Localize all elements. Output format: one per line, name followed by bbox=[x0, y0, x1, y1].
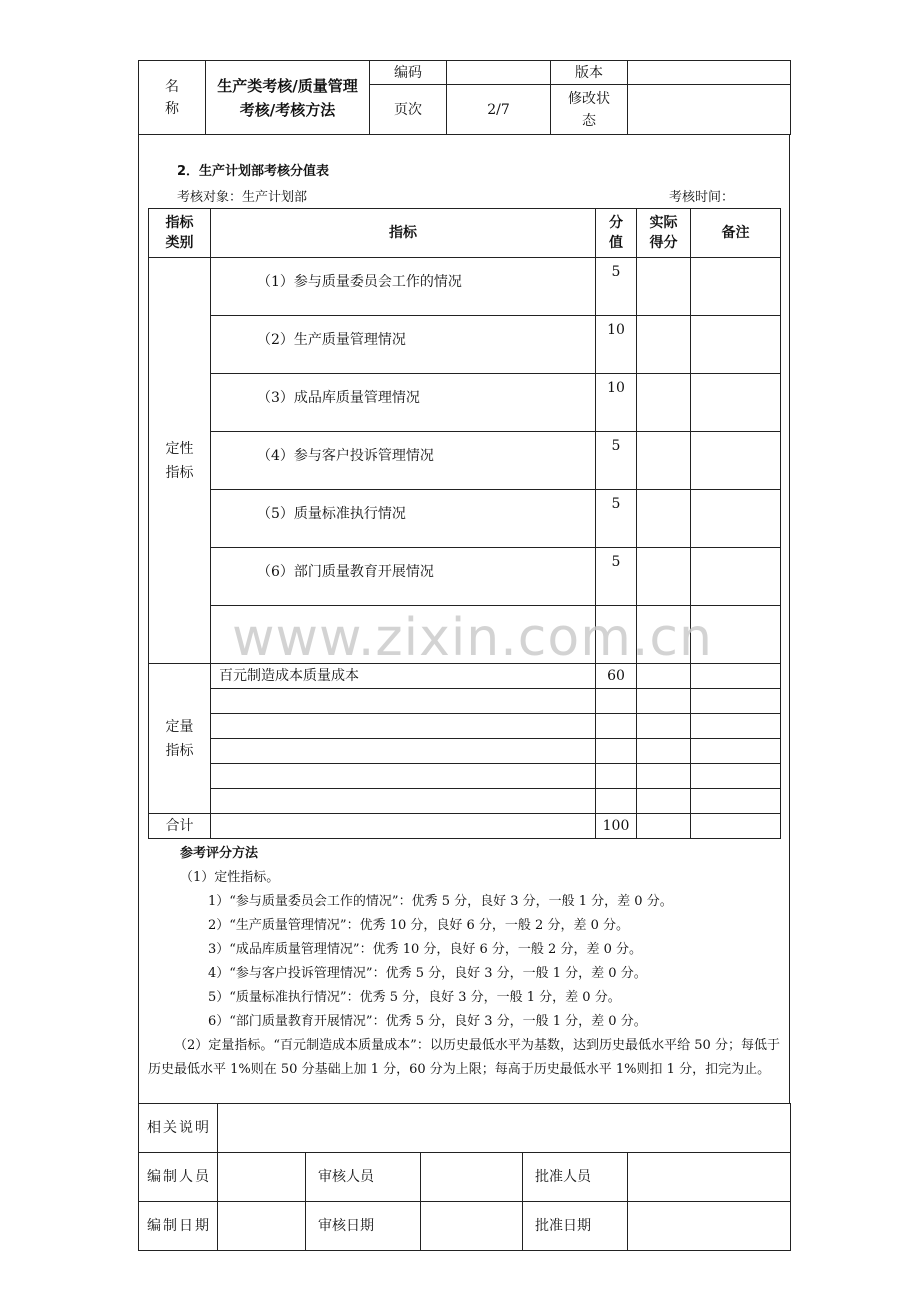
indicator-name: （1）参与质量委员会工作的情况 bbox=[211, 258, 596, 316]
table-row bbox=[149, 490, 781, 548]
total-row bbox=[149, 814, 781, 839]
related-label: 相关说明 bbox=[139, 1104, 218, 1153]
score-table bbox=[148, 208, 781, 839]
table-row-empty bbox=[149, 714, 781, 739]
reviewed-by-value bbox=[421, 1153, 523, 1202]
table-row bbox=[149, 374, 781, 432]
remark-cell bbox=[691, 548, 781, 606]
version-label: 版本 bbox=[551, 61, 628, 85]
page-value: 2/7 bbox=[447, 85, 551, 135]
indicator-score: 10 bbox=[596, 374, 637, 432]
qual-line: 6）“部门质量教育开展情况”：优秀 5 分，良好 3 分，一般 1 分，差 0 分。 bbox=[208, 1014, 647, 1029]
col-remark: 备注 bbox=[691, 209, 781, 258]
prepared-by-value bbox=[218, 1153, 306, 1202]
people-row bbox=[139, 1153, 791, 1202]
indicator-score: 5 bbox=[596, 432, 637, 490]
table-row bbox=[149, 258, 781, 316]
indicator-score: 5 bbox=[596, 258, 637, 316]
total-label: 合计 bbox=[149, 814, 211, 839]
prepared-by-label: 编制人员 bbox=[139, 1153, 218, 1202]
indicator-score: 5 bbox=[596, 548, 637, 606]
table-row bbox=[149, 548, 781, 606]
related-row bbox=[139, 1104, 791, 1153]
remark-cell bbox=[691, 814, 781, 839]
approved-by-value bbox=[628, 1153, 791, 1202]
remark-cell bbox=[691, 490, 781, 548]
indicator-name: 百元制造成本质量成本 bbox=[211, 664, 596, 689]
table-row-empty bbox=[149, 739, 781, 764]
assessment-time: 考核时间： bbox=[669, 190, 735, 205]
indicator-score: 10 bbox=[596, 316, 637, 374]
related-value bbox=[218, 1104, 791, 1153]
watermark: www.zixin.com.cn bbox=[232, 608, 713, 668]
qual-line: 3）“成品库质量管理情况”：优秀 10 分，良好 6 分，一般 2 分，差 0 分。 bbox=[208, 942, 642, 957]
actual-score-cell bbox=[637, 490, 691, 548]
remark-cell bbox=[691, 432, 781, 490]
indicator-name: （3）成品库质量管理情况 bbox=[211, 374, 596, 432]
reviewed-date-label: 审核日期 bbox=[306, 1202, 421, 1251]
code-label: 编码 bbox=[370, 61, 447, 85]
dates-row bbox=[139, 1202, 791, 1251]
approved-date-value bbox=[628, 1202, 791, 1251]
table-row-empty bbox=[149, 689, 781, 714]
indicator-score: 60 bbox=[596, 664, 637, 689]
document-header bbox=[138, 60, 791, 135]
table-row bbox=[149, 432, 781, 490]
notes-title: 参考评分方法 bbox=[180, 846, 259, 861]
scoring-notes bbox=[148, 842, 780, 1082]
actual-score-cell bbox=[637, 432, 691, 490]
actual-score-cell bbox=[637, 316, 691, 374]
revision-value bbox=[628, 85, 791, 135]
qual-line: 2）“生产质量管理情况”：优秀 10 分，良好 6 分，一般 2 分，差 0 分。 bbox=[208, 918, 629, 933]
quant-paragraph: （2）定量指标。“百元制造成本质量成本”：以历史最低水平为基数，达到历史最低水平给 50 分；每低于历史最低水平 1%则在 50 分基础上加 1 分，60 分为上限；每高于历史最低水平 1%则扣 1 分，扣完为止。 bbox=[148, 1038, 780, 1077]
assessment-target: 考核对象：生产计划部 bbox=[177, 190, 308, 205]
qualitative-label: 定性指标 bbox=[149, 258, 211, 664]
col-indicator: 指标 bbox=[211, 209, 596, 258]
remark-cell bbox=[691, 374, 781, 432]
total-score: 100 bbox=[596, 814, 637, 839]
col-category: 指标类别 bbox=[149, 209, 211, 258]
page-label: 页次 bbox=[370, 85, 447, 135]
approval-table bbox=[138, 1103, 791, 1251]
reviewed-by-label: 审核人员 bbox=[306, 1153, 421, 1202]
quantitative-label: 定量指标 bbox=[149, 664, 211, 814]
table-row bbox=[149, 316, 781, 374]
col-score: 分值 bbox=[596, 209, 637, 258]
code-value bbox=[447, 61, 551, 85]
reviewed-date-value bbox=[421, 1202, 523, 1251]
prepared-date-value bbox=[218, 1202, 306, 1251]
revision-label: 修改状态 bbox=[551, 85, 628, 135]
col-actual: 实际得分 bbox=[637, 209, 691, 258]
actual-score-cell bbox=[637, 548, 691, 606]
indicator-score: 5 bbox=[596, 490, 637, 548]
indicator-name: （5）质量标准执行情况 bbox=[211, 490, 596, 548]
name-label: 名称 bbox=[139, 61, 206, 135]
actual-score-cell bbox=[637, 258, 691, 316]
approved-by-label: 批准人员 bbox=[523, 1153, 628, 1202]
doc-title: 生产类考核/质量管理考核/考核方法 bbox=[206, 61, 370, 135]
prepared-date-label: 编制日期 bbox=[139, 1202, 218, 1251]
remark-cell bbox=[691, 316, 781, 374]
indicator-name: （4）参与客户投诉管理情况 bbox=[211, 432, 596, 490]
indicator-name: （6）部门质量教育开展情况 bbox=[211, 548, 596, 606]
actual-score-cell bbox=[637, 374, 691, 432]
approved-date-label: 批准日期 bbox=[523, 1202, 628, 1251]
table-row-empty bbox=[149, 764, 781, 789]
table-row-empty bbox=[149, 789, 781, 814]
qual-line: 1）“参与质量委员会工作的情况”：优秀 5 分，良好 3 分，一般 1 分，差 0 分。 bbox=[208, 894, 673, 909]
qual-line: 4）“参与客户投诉管理情况”：优秀 5 分，良好 3 分，一般 1 分，差 0 分。 bbox=[208, 966, 647, 981]
actual-score-cell bbox=[637, 814, 691, 839]
table-header-row bbox=[149, 209, 781, 258]
version-value bbox=[628, 61, 791, 85]
section-title: 2．生产计划部考核分值表 bbox=[177, 164, 330, 179]
qual-line: 5）“质量标准执行情况”：优秀 5 分，良好 3 分，一般 1 分，差 0 分。 bbox=[208, 990, 621, 1005]
qual-heading: （1）定性指标。 bbox=[180, 870, 280, 885]
remark-cell bbox=[691, 258, 781, 316]
indicator-name: （2）生产质量管理情况 bbox=[211, 316, 596, 374]
